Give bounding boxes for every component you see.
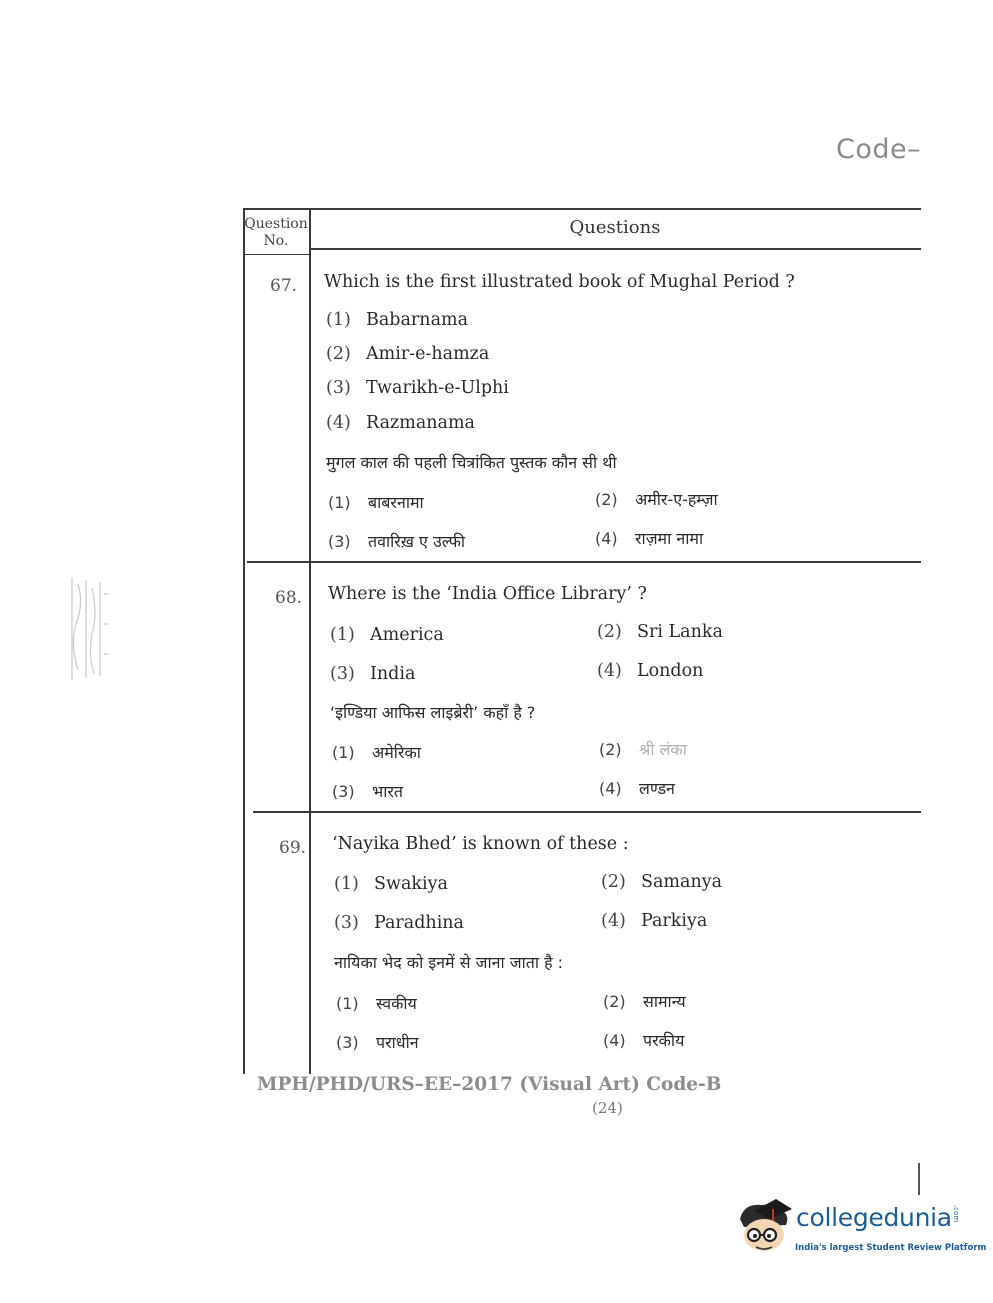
option-hi: [595, 527, 703, 549]
option-label: स्वकीय: [376, 994, 417, 1013]
question-text-hi: मुगल काल की पहली चित्रांकित पुस्तक कौन सी थी: [326, 453, 617, 472]
option-en: [326, 378, 509, 398]
option-label: India: [370, 664, 416, 684]
question-number: 67.: [270, 276, 298, 296]
option-label: Parkiya: [641, 911, 708, 931]
option-number: (3): [330, 664, 355, 684]
option-number: (3): [334, 913, 359, 933]
option-number: (2): [601, 872, 626, 892]
logo-tagline: India's largest Student Review Platform: [795, 1243, 987, 1253]
option-hi: [599, 738, 687, 760]
option-label: Sri Lanka: [637, 622, 723, 642]
option-label: श्री लंका: [639, 740, 687, 759]
option-label: बाबरनामा: [368, 493, 424, 512]
option-hi: [328, 491, 424, 513]
option-label: Razmanama: [366, 413, 475, 433]
code-label: Code–: [836, 134, 922, 165]
header-rule-left: [243, 254, 309, 255]
option-en: [330, 625, 444, 645]
option-number: (2): [599, 740, 622, 759]
option-number: (4): [599, 779, 622, 798]
option-label: London: [637, 661, 704, 681]
option-label: Babarnama: [366, 310, 469, 330]
question-number: 68.: [275, 588, 303, 608]
option-hi: [599, 777, 675, 799]
logo-wordmark: collegedunia: [796, 1203, 952, 1232]
option-label: राज़मा नामा: [635, 529, 704, 548]
option-number: (3): [328, 532, 351, 551]
option-number: (1): [332, 743, 355, 762]
option-number: (4): [601, 911, 626, 931]
column-divider: [309, 208, 311, 1074]
option-en: [601, 872, 722, 892]
header-question-no: Question No.: [244, 216, 308, 249]
option-label: Samanya: [641, 872, 723, 892]
option-hi: [336, 992, 417, 1014]
option-label: पराधीन: [376, 1033, 419, 1052]
header-rule: [309, 248, 921, 250]
option-hi: [603, 1029, 684, 1051]
mascot-icon: [734, 1197, 794, 1257]
option-hi: [332, 741, 421, 763]
header-questions: Questions: [569, 217, 661, 238]
page-number: (24): [592, 1099, 623, 1117]
row-rule-1: [247, 561, 921, 563]
question-text-en: ‘Nayika Bhed’ is known of these :: [332, 834, 629, 854]
option-en: [326, 310, 468, 330]
option-number: (1): [328, 493, 351, 512]
option-label: अमीर-ए-हम्ज़ा: [635, 490, 718, 509]
option-label: Paradhina: [374, 913, 464, 933]
option-en: [326, 413, 475, 433]
option-hi: [328, 530, 465, 552]
option-label: सामान्य: [643, 992, 686, 1011]
option-label: तवारिख़ ए उल्फी: [368, 532, 466, 551]
option-en: [334, 874, 448, 894]
option-label: भारत: [372, 782, 404, 801]
collegedunia-logo: [734, 1195, 987, 1265]
logo-suffix: .com: [952, 1205, 960, 1223]
option-number: (2): [603, 992, 626, 1011]
table-top-rule: [243, 208, 921, 210]
option-en: [334, 913, 464, 933]
table-left-rule: [243, 208, 245, 1074]
option-en: [601, 911, 707, 931]
option-number: (4): [603, 1031, 626, 1050]
option-label: अमेरिका: [372, 743, 421, 762]
option-number: (4): [326, 413, 351, 433]
margin-mark: [918, 1163, 920, 1195]
question-table: [243, 208, 921, 1074]
option-label: Amir-e-hamza: [366, 344, 490, 364]
question-text-en: Which is the first illustrated book of Mughal Period ?: [324, 272, 795, 292]
option-number: (1): [334, 874, 359, 894]
option-number: (1): [330, 625, 355, 645]
question-text-hi: ‘इण्डिया आफिस लाइब्रेरी’ कहाँ है ?: [330, 703, 536, 722]
option-number: (4): [597, 661, 622, 681]
option-hi: [595, 488, 718, 510]
side-stamp-mark: [64, 574, 110, 684]
option-label: Twarikh-e-Ulphi: [366, 378, 509, 398]
option-number: (1): [326, 310, 351, 330]
question-text-en: Where is the ‘India Office Library’ ?: [328, 584, 647, 604]
option-hi: [332, 780, 403, 802]
option-number: (3): [326, 378, 351, 398]
option-hi: [603, 990, 686, 1012]
option-label: लण्डन: [639, 779, 675, 798]
option-hi: [336, 1031, 419, 1053]
option-en: [597, 622, 723, 642]
option-en: [330, 664, 415, 684]
option-number: (1): [336, 994, 359, 1013]
option-number: (2): [595, 490, 618, 509]
question-text-hi: नायिका भेद को इनमें से जाना जाता है :: [334, 953, 564, 972]
option-label: परकीय: [643, 1031, 685, 1050]
option-label: America: [370, 625, 444, 645]
option-number: (4): [595, 529, 618, 548]
option-en: [326, 344, 489, 364]
option-number: (3): [336, 1033, 359, 1052]
option-number: (3): [332, 782, 355, 801]
option-en: [597, 661, 703, 681]
row-rule-2: [253, 811, 921, 813]
question-number: 69.: [279, 838, 307, 858]
option-number: (2): [326, 344, 351, 364]
option-label: Swakiya: [374, 874, 448, 894]
option-number: (2): [597, 622, 622, 642]
footer-title: MPH/PHD/URS–EE–2017 (Visual Art) Code-B: [257, 1074, 722, 1095]
